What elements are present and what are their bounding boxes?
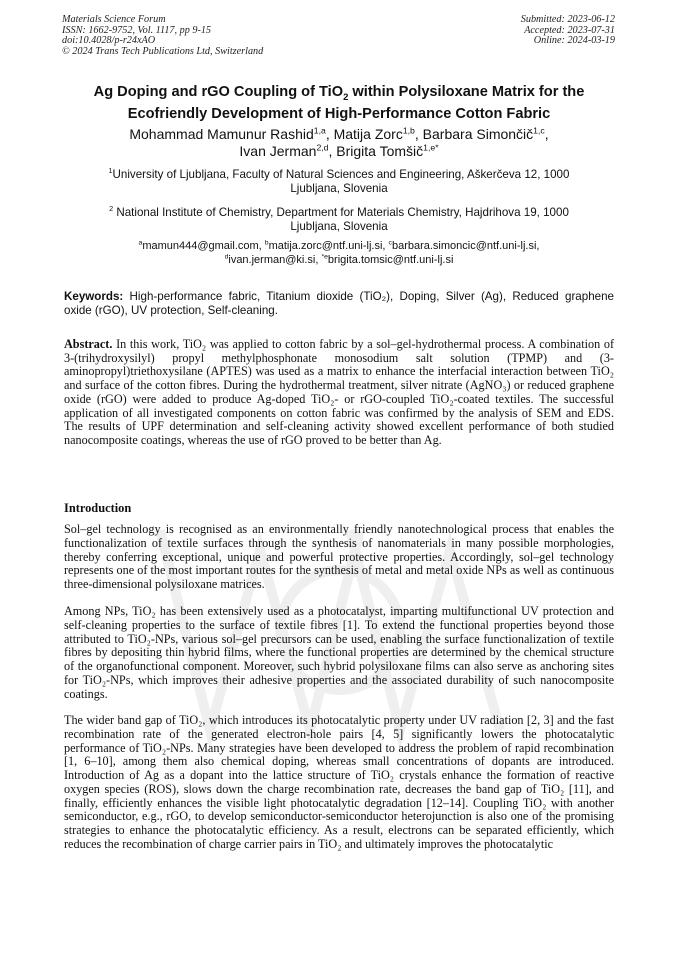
title-line2: Ecofriendly Development of High-Performance Cotton Fabric [127,105,551,122]
author-4-affil: 2,d [316,142,329,153]
author-list: Mohammad Mamunur Rashid$^{1,a}$, Matija Zorc$^{1,b}$, Barbara Simončič$^{1,c}$, Ivan Jerman$^{2,d}$, Brigita Tomšič$^{1,e*}$ [129,125,549,159]
intro-paragraph-2: Among NPs, TiO₂ has been extensively used as a photocatalyst, imparting multifunctional UV protection and self-cleaning properties to the surface of textile fibres [1]. To extend the functional properties beyond those attributed to TiO₂-NPs, various sol–gel precursors can be used, enabling the surface functionalization of textile fibres by depositing thin hybrid films, where the functional properties are determined by the chemical structure of the organofunctional component. Moreover, such hybrid polysiloxane films can also serve as anchoring sites for TiO₂-NPs, which improves their adhesive properties and the associated durability of such nanocomposite coatings. [64,604,614,701]
title-subscript: 2 [343,91,349,103]
abstract-section [64,338,614,448]
intro-paragraph-3: The wider band gap of TiO₂, which introduces its photocatalytic property under UV radiation [2, 3] and the fast recombination rate of the generated electron-hole pairs [4, 5] significantly lowers the photocatalytic performance of TiO₂-NPs. Many strategies have been developed to address the problem of rapid recombination [1, 6–10], among them also chemical doping, whereas small concentrations of dopants are introduced. Introduction of Ag as a dopant into the lattice structure of TiO₂ crystals enhance the formation of reactive oxygen species (ROS), slows down the charge recombination rate, decreases the band gap of TiO₂ [11], and finally, efficiently enhances the visible light photocatalytic degradation [12–14]. Coupling TiO₂ with another semiconductor, e.g., rGO, to develop semiconductor-semiconductor heterojunction is also one of the promising strategies to enhance the photocatalytic efficiency. As a result, electrons can be separated efficiently, which reduces the recombination of charge carrier pairs in TiO₂ and ultimately improves the photocatalytic [64,713,614,851]
title-line1-b: within Polysiloxane Matrix for the [348,84,585,100]
keywords-section [64,290,614,319]
email-b[interactable]: matija.zorc@ntf.uni-lj.si, [268,240,389,252]
online-date: Online: 2024-03-19 [533,35,615,47]
submitted-date: Submitted: 2023-06-12 [520,14,615,25]
intro-paragraph-1: Sol–gel technology is recognised as an environmentally friendly nanotechnological process that enables the functionalization of textile surfaces through the synthesis of nanomaterials in many possible morphologies, thereby conferring exceptional, unique and powerful protective properties. Accordingly, sol–gel technology represents one of the most important routes for the synthesis of metal and metal oxide NPs as well as continuous three-dimensional polysiloxane matrices. [64,522,614,591]
author-1: Mohammad Mamunur Rashid [129,126,314,142]
journal-info [62,15,263,57]
email-b-marker: b [264,239,269,247]
email-c[interactable]: barbara.simoncic@ntf.uni-lj.si, [391,240,540,252]
author-3: , Barbara Simončič [414,126,534,142]
affiliation-2-marker: 2 [109,204,114,214]
email-e-marker: *e [321,252,328,260]
affiliation-1-marker: 1 [108,166,113,176]
doi: doi:10.4028/p-r24xAO [62,35,156,47]
abstract-label: Abstract. [64,337,113,351]
copyright: © 2024 Trans Tech Publications Ltd, Switzerland [62,45,264,57]
email-a[interactable]: mamun444@gmail.com, [142,240,265,252]
affiliation-2 [90,206,588,233]
email-e[interactable]: brigita.tomsic@ntf.uni-lj.si [327,253,454,266]
author-2-affil: 1,b [402,125,415,136]
journal-name: Materials Science Forum [62,14,166,25]
accepted-date: Accepted: 2023-07-31 [524,24,615,36]
keywords-text: High-performance fabric, Titanium dioxide (TiO₂), Doping, Silver (Ag), Reduced graphene oxide (rGO), UV protection, Self-cleaning. [64,290,614,318]
author-4: Ivan Jerman [239,143,317,159]
author-3-affil: 1,c [533,125,545,136]
author-1-affil: 1,a [313,125,326,136]
affiliation-1-text: University of Ljubljana, Faculty of Natural Sciences and Engineering, Aškerčeva 12, 1000 Ljubljana, Slovenia [112,168,570,195]
abstract-text: In this work, TiO₂ was applied to cotton fabric by a sol–gel-hydrothermal process. A combination of 3-(trihydroxysilyl) propyl methylphosphonate monosodium salt solution (TPMP) and (3-aminopropyl)triethoxysilane (APTES) was used as a matrix to enhance the interfacial interaction between TiO₂ and surface of the cotton fibres. During the hydrothermal treatment, silver nitrate (AgNO₃) or reduced graphene oxide (rGO) were added to produce Ag-doped TiO₂- or rGO-coupled TiO₂-coated textiles. The successful application of all investigated components on cotton fabric was confirmed by the analysis of SEM and EDS. The results of UPF determination and self-cleaning activity showed excellent performance of both studied nanocomposite coatings, whereas the use of rGO proved to be better than Ag. [64,337,614,447]
email-d-marker: d [224,252,229,260]
affiliation-2-text: National Institute of Chemistry, Department for Materials Chemistry, Hajdrihova 19, 1000 Ljubljana, Slovenia [113,206,569,233]
email-d[interactable]: ivan.jerman@ki.si, [228,253,322,266]
author-emails [60,240,618,267]
title-line1-a: Ag Doping and rGO Coupling of TiO [93,84,344,100]
introduction-heading: Introduction [64,501,132,515]
email-a-marker: a [138,239,143,247]
journal-issn: ISSN: 1662-9752, Vol. 1117, pp 9-15 [62,24,212,36]
affiliation-1 [90,168,588,195]
keywords-label: Keywords: [64,290,124,303]
paper-title [40,84,638,122]
author-5: , Brigita Tomšič [328,143,424,159]
author-2: , Matija Zorc [325,126,403,142]
email-c-marker: c [388,239,392,247]
author-5-affil: 1,e* [423,142,439,153]
submission-dates [521,15,615,47]
